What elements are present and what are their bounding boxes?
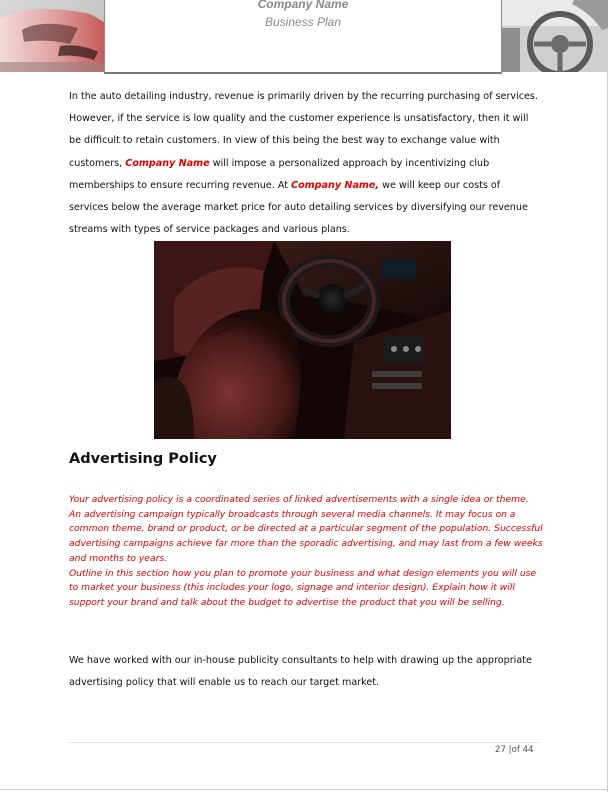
page-header <box>0 0 608 74</box>
page-number-separator: | <box>508 745 512 755</box>
instruction-paragraph: Outline in this section how you plan to promote your business and what design elements you will use to market your business (this includes your logo, signage and interior design). Explain how it will support your brand and talk about the budget to advertise the product that you will be selling. <box>69 567 537 608</box>
car-interior-photo <box>154 241 451 439</box>
instruction-paragraph: An advertising campaign typically broadcasts through several media channels. It may focus on a common theme, brand or product, or be directed at a particular segment of the population. Successful advertising campaigns achieve far more than the sporadic advertising, and may last from a few weeks and months to years. <box>69 508 543 564</box>
revenue-paragraph <box>69 86 541 241</box>
page-number-total: of 44 <box>511 745 534 755</box>
company-name-highlight-1: Company Name <box>125 157 210 169</box>
footer-divider <box>69 742 539 743</box>
instruction-paragraph: Your advertising policy is a coordinated series of linked advertisements with a single idea or theme. <box>69 494 529 505</box>
header-company-name: Company Name <box>257 0 349 11</box>
leather-interior-image <box>154 241 451 439</box>
car-interior-image <box>502 0 608 72</box>
header-title-box <box>104 0 502 74</box>
section-heading-advertising-policy: Advertising Policy <box>69 451 217 467</box>
company-name-highlight-2: Company Name, <box>291 179 380 191</box>
intro-text-1: In the auto detailing industry, revenue is primarily driven by the recurring purchasing of services. However, if the service is low quality and the customer experience is unsatisfactory, then it will be difficult to retain customers. In view of this being the best way to exchange value with customers, <box>69 91 538 169</box>
advertising-instructions <box>69 493 543 611</box>
intro-text-3: we will keep our costs of services below the average market price for auto detailing services by diversifying our revenue streams with types of service packages and various plans. <box>69 179 528 236</box>
advertising-closing-paragraph: We have worked with our in-house publicity consultants to help with drawing up the appropriate advertising policy that will enable us to reach our target market. <box>69 655 532 689</box>
header-photo-steering-wheel <box>502 0 608 72</box>
header-photo-red-sports-car <box>0 0 104 72</box>
page-number <box>495 745 534 755</box>
red-sports-car-image <box>0 0 104 72</box>
header-subtitle: Business Plan <box>264 15 342 29</box>
intro-text-2: will impose a personalized approach by incentivizing club memberships to ensure recurring revenue. At <box>69 157 490 191</box>
page-edge-bottom <box>0 789 608 790</box>
page-number-current: 27 <box>495 745 506 755</box>
